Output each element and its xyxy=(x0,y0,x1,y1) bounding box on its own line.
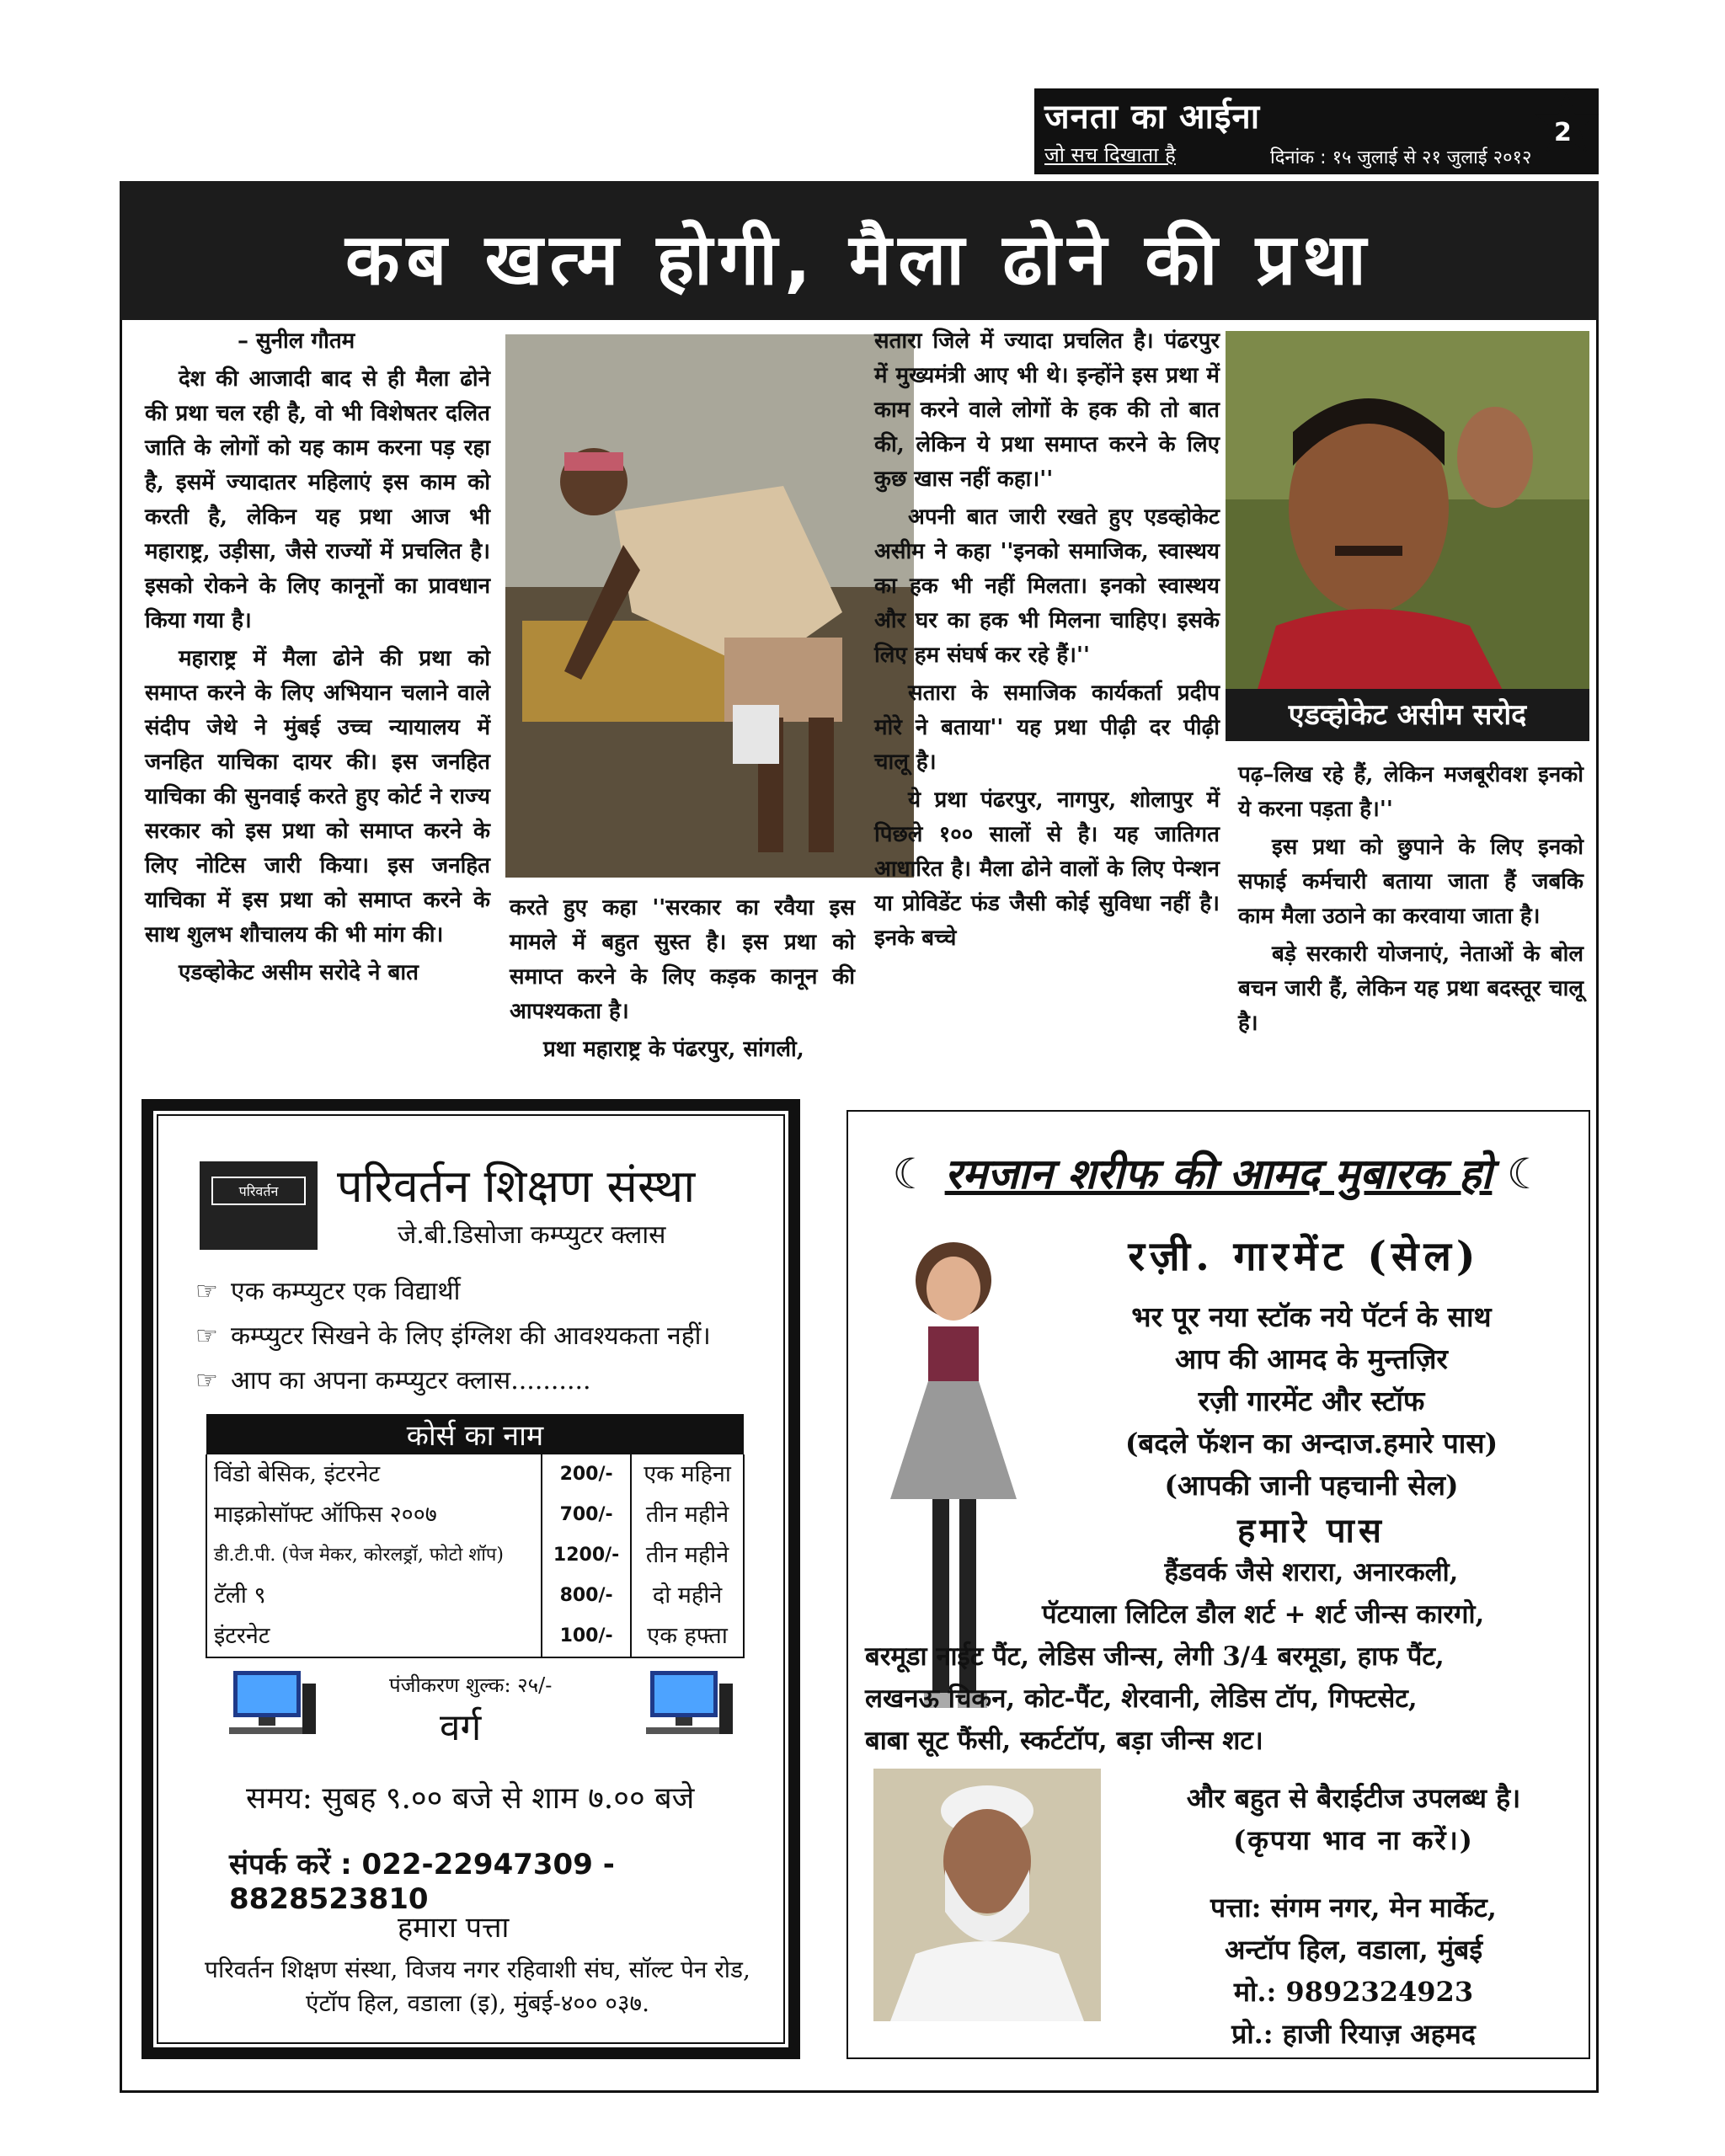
article-paragraph: एडव्होकेट असीम सरोदे ने बात xyxy=(179,960,419,985)
worker-photo xyxy=(505,334,914,878)
institute-address: परिवर्तन शिक्षण संस्था, विजय नगर रहिवाशी संघ, सॉल्ट पेन रोड, एंटॉप हिल, वडाला (इ), मुंबई-४०० ०३७. xyxy=(205,1956,750,2017)
masthead-title: जनता का आईना xyxy=(1044,98,1261,136)
shop-name: रज़ी. गारमेंट (सेल) xyxy=(1128,1233,1481,1280)
article-paragraph: अपनी बात जारी रखते हुए एडव्होकेट असीम ने कहा ''इनको समाजिक, स्वास्थय का हक भी नहीं मिलता। इनको स्वास्थय और घर का हक भी मिलना चाहिए। इसके लिए हम संघर्ष कर रहे हैं।'' xyxy=(874,504,1220,668)
logo-text: परिवर्तन xyxy=(211,1177,306,1205)
institute-subtitle: जे.बी.डिसोजा कम्प्युटर क्लास xyxy=(398,1220,666,1250)
item-line: बाबा सूट फैंसी, स्कर्टटॉप, बड़ा जीन्स शट। xyxy=(865,1726,1263,1756)
computer-icon xyxy=(642,1667,734,1738)
ad-line: रज़ी गारमेंट और स्टॉफ xyxy=(1198,1385,1425,1417)
article-column-1 xyxy=(145,324,490,994)
article-paragraph: सतारा जिले में ज्यादा प्रचलित है। पंढरपुर में मुख्यमंत्री आए भी थे। इन्होंने इस प्रथा में काम करने वाले लोगों के हक की तो बात की, लेकिन ये प्रथा समाप्त करने के लिए कुछ खास नहीं कहा।'' xyxy=(874,328,1220,492)
ad-line: आप की आमद के मुन्तज़िर xyxy=(1175,1342,1448,1375)
hamare-paas-heading: हमारे पास xyxy=(1237,1511,1386,1550)
item-line: लखनऊ चिकन, कोट-पैंट, शेरवानी, लेडिस टॉप, गिफ्टसेट, xyxy=(865,1684,1418,1714)
course-table xyxy=(206,1414,745,1658)
advocate-photo xyxy=(1226,331,1589,741)
article-paragraph: इस प्रथा को छुपाने के लिए इनको सफाई कर्मचारी बताया जाता हैं जबकि काम मैला उठाने का करवाया जाता है। xyxy=(1238,835,1583,929)
item-line: बरमूडा नाईट पैंट, लेडिस जीन्स, लेगी 3/4 बरमूडा, हाफ पैंट, xyxy=(865,1641,1445,1672)
article-paragraph: ये प्रथा पंढरपुर, नागपुर, शोलापुर में पिछले १०० सालों से है। यह जातिगत आधारित है। मैला ढोने वालों के लिए पेन्शन या प्रोविडेंट फंड जैसी कोई सुविधा नहीं है। इनके बच्चे xyxy=(874,787,1220,951)
shop-address-line-1: पत्ता: संगम नगर, मेन मार्केट, xyxy=(1210,1892,1497,1924)
more-varieties: और बहुत से बैराईटीज उपलब्ध है। xyxy=(1186,1782,1521,1814)
byline: – सुनील गौतम xyxy=(238,328,355,354)
page-number: 2 xyxy=(1554,118,1572,147)
table-row: टॅली ९ 800/- दो महीने xyxy=(206,1576,744,1616)
masthead xyxy=(1034,88,1599,174)
feature-point: ☞ कम्प्युटर सिखने के लिए इंग्लिश की आवश्यकता नहीं। xyxy=(195,1321,711,1351)
address-heading: हमारा पत्ता xyxy=(398,1911,510,1945)
article-column-2 xyxy=(510,891,855,1070)
table-row: माइक्रोसॉफ्ट ऑफिस २००७ 700/- तीन महीने xyxy=(206,1495,744,1535)
crescent-moon-icon: ☾ xyxy=(1506,1150,1545,1198)
no-bargain-note: (कृपया भाव ना करें।) xyxy=(1233,1824,1474,1856)
batch-label: वर्ग xyxy=(440,1706,482,1749)
institute-logo xyxy=(200,1161,318,1250)
table-header: कोर्स का नाम xyxy=(206,1414,744,1454)
ramzan-heading: ☾ रमजान शरीफ की आमद मुबारक हो ☾ xyxy=(892,1150,1545,1198)
article-paragraph: महाराष्ट्र में मैला ढोने की प्रथा को समाप्त करने के लिए अभियान चलाने वाले संदीप जेथे ने मुंबई उच्च न्यायालय में जनहित याचिका दायर की। इस जनहित याचिका की सुनवाई करते हुए कोर्ट ने राज्य सरकार को इस प्रथा को समाप्त करने के लिए नोटिस जारी किया। इस जनहित याचिका में इस प्रथा को समाप्त करने के साथ शुलभ शौचालय की भी मांग की। xyxy=(145,646,490,947)
feature-point: ☞ एक कम्प्युटर एक विद्यार्थी xyxy=(195,1277,461,1306)
article-paragraph: प्रथा महाराष्ट्र के पंढरपुर, सांगली, xyxy=(543,1037,804,1062)
article-paragraph: बड़े सरकारी योजनाएं, नेताओं के बोल बचन जारी हैं, लेकिन यह प्रथा बदस्तूर चालू है। xyxy=(1238,942,1583,1036)
article-column-3 xyxy=(874,324,1220,959)
headline: कब खत्म होगी, मैला ढोने की प्रथा xyxy=(345,218,1373,301)
computer-class-ad xyxy=(142,1099,800,2059)
item-line: हैंडवर्क जैसे शरारा, अनारकली, xyxy=(1164,1557,1459,1588)
article-column-4 xyxy=(1238,758,1583,1044)
masthead-date: दिनांक : १५ जुलाई से २१ जुलाई २०१२ xyxy=(1270,147,1532,168)
article-paragraph: पढ़–लिख रहे हैं, लेकिन मजबूरीवश इनको ये करना पड़ता है।'' xyxy=(1238,762,1583,822)
photo-caption: एडव्होकेट असीम सरोद xyxy=(1226,689,1589,741)
proprietor-name: प्रो.: हाजी रियाज़ अहमद xyxy=(1231,2018,1476,2050)
article-paragraph: सतारा के समाजिक कार्यकर्ता प्रदीप मोरे ने बताया'' यह प्रथा पीढ़ी दर पीढ़ी चालू है। xyxy=(874,680,1220,775)
item-line: पॅटयाला लिटिल डौल शर्ट + शर्ट जीन्स कारगो, xyxy=(1042,1599,1485,1630)
institute-name: परिवर्तन शिक्षण संस्था xyxy=(337,1160,696,1213)
garment-ad xyxy=(846,1110,1590,2059)
registration-fee: पंजीकरण शुल्क: २५/- xyxy=(389,1673,553,1697)
contact-number: संपर्क करें : 022-22947309 - 8828523810 xyxy=(229,1848,615,1916)
ad-line: (बदले फॅशन का अन्दाज.हमारे पास) xyxy=(1124,1427,1498,1460)
article-paragraph: देश की आजादी बाद से ही मैला ढोने की प्रथा चल रही है, वो भी विशेषतर दलित जाति के लोगों को यह काम करना पड़ रहा है, इसमें ज्यादातर महिलाएं इस काम को करती है, लेकिन यह प्रथा आज भी महाराष्ट्र, उड़ीसा, जैसे राज्यों में प्रचलित है। इसको रोकने के लिए कानूनों का प्रावधान किया गया है। xyxy=(145,366,490,633)
ad-line: (आपकी जानी पहचानी सेल) xyxy=(1164,1469,1459,1502)
pointing-hand-icon: ☞ xyxy=(195,1366,218,1396)
pointing-hand-icon: ☞ xyxy=(195,1321,218,1351)
shop-mobile: मो.: 9892324923 xyxy=(1233,1976,1474,2008)
ad-line: भर पूर नया स्टॉक नये पॅटर्न के साथ xyxy=(1131,1300,1492,1333)
computer-icon xyxy=(225,1667,318,1738)
proprietor-photo xyxy=(873,1769,1101,2021)
article-paragraph: करते हुए कहा ''सरकार का रवैया इस मामले में बहुत सुस्त है। इस प्रथा को समाप्त करने के लिए कड़क कानून की आपश्यकता है। xyxy=(510,895,855,1024)
table-row: इंटरनेट 100/- एक हफ्ता xyxy=(206,1616,744,1657)
crescent-moon-icon: ☾ xyxy=(892,1150,931,1198)
table-row: डी.टी.पी. (पेज मेकर, कोरलड्रॉ, फोटो शॉप) 1200/- तीन महीने xyxy=(206,1535,744,1576)
pointing-hand-icon: ☞ xyxy=(195,1277,218,1306)
masthead-tagline: जो सच दिखाता है xyxy=(1044,143,1176,167)
feature-point: ☞ आप का अपना कम्प्युटर क्लास.......... xyxy=(195,1366,591,1396)
table-row: विंडो बेसिक, इंटरनेट 200/- एक महिना xyxy=(206,1454,744,1495)
shop-address-line-2: अन्टॉप हिल, वडाला, मुंबई xyxy=(1224,1934,1483,1966)
headline-band xyxy=(120,181,1599,320)
class-timing: समय: सुबह ९.०० बजे से शाम ७.०० बजे xyxy=(246,1781,695,1816)
